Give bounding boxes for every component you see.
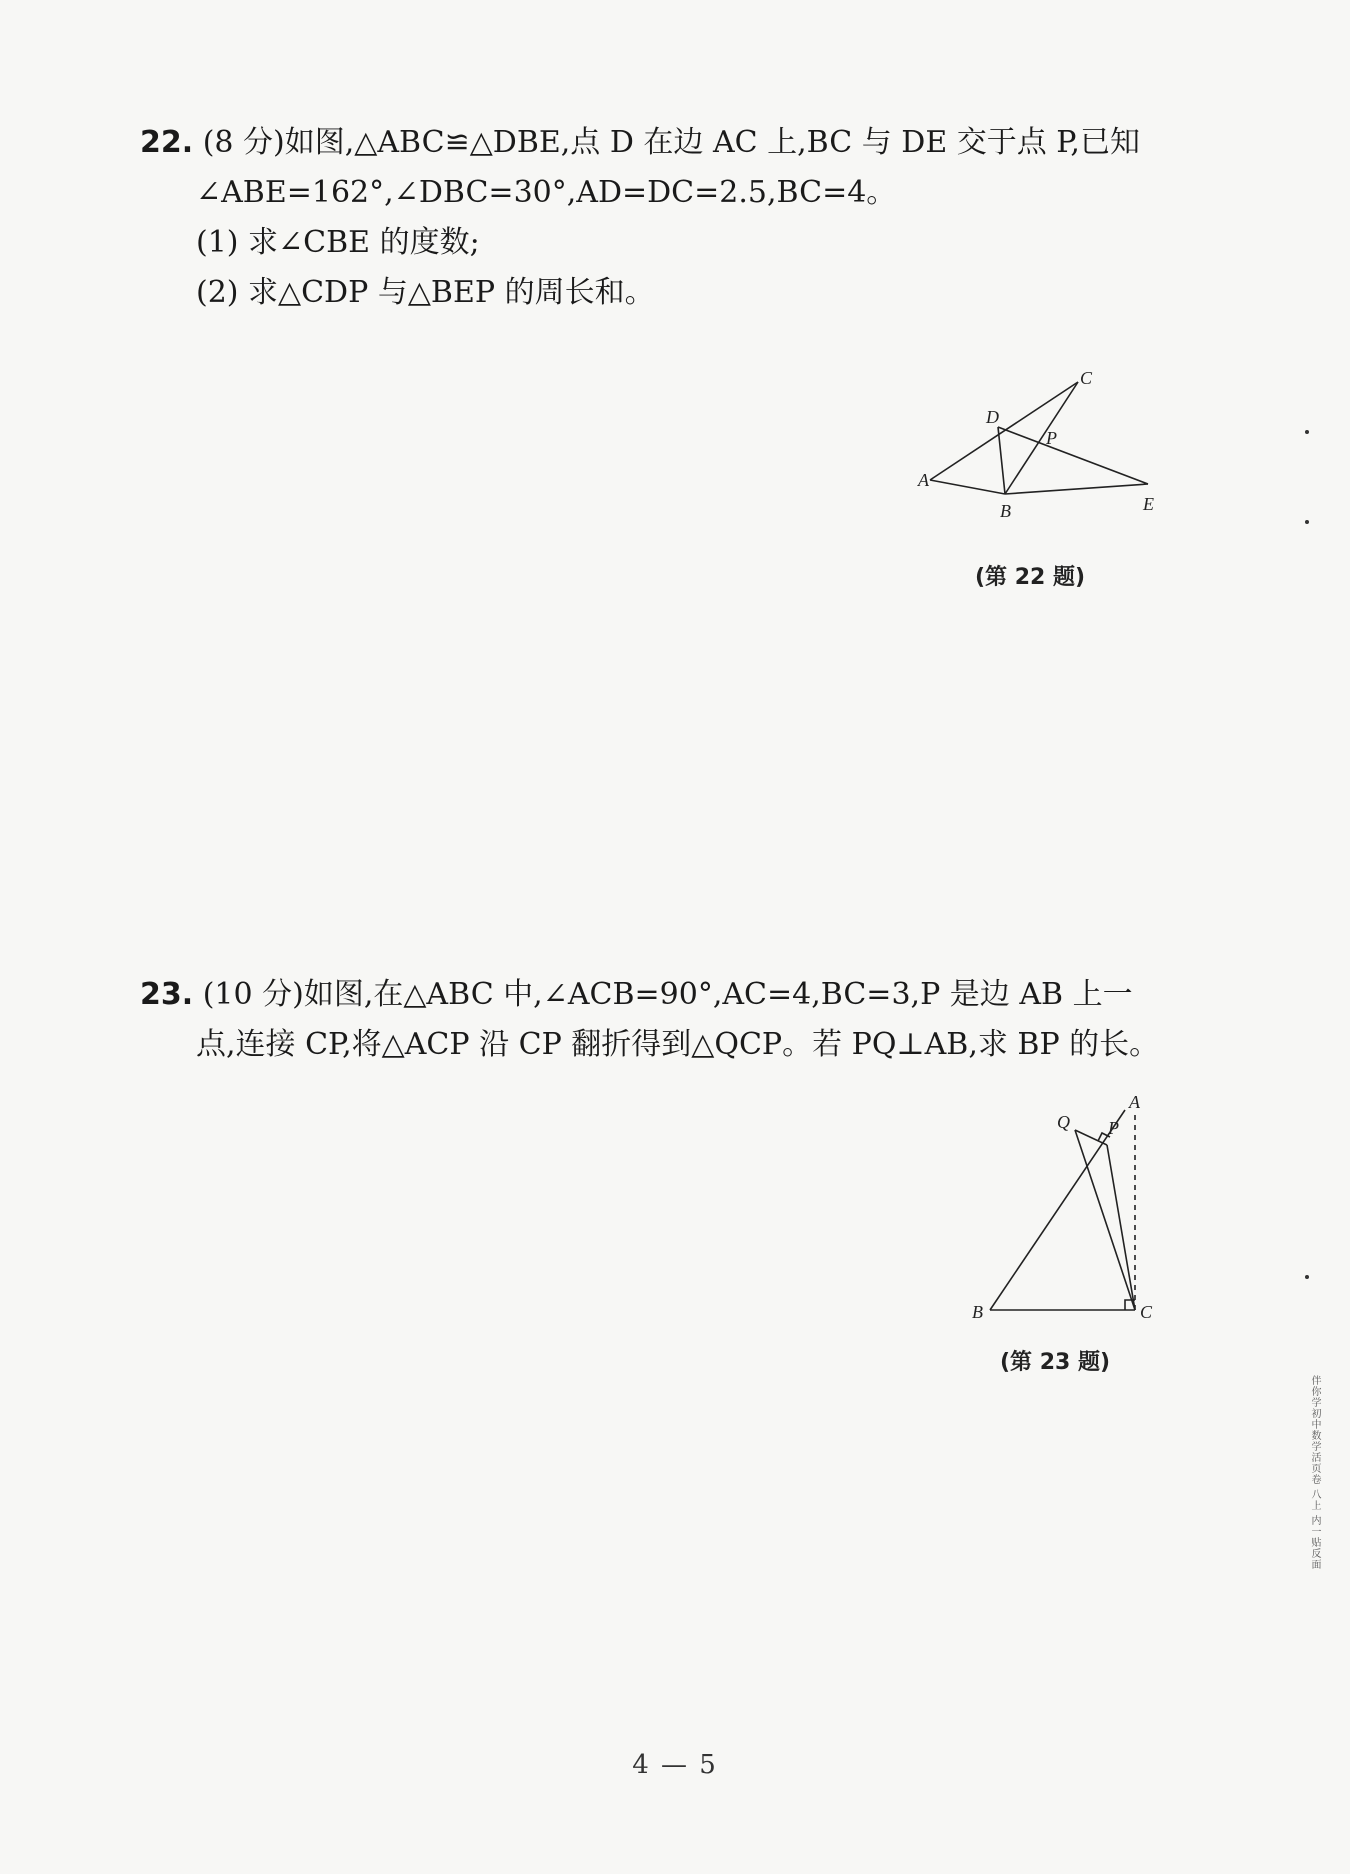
- segment-DB: [998, 427, 1005, 494]
- question-22-part-1: (1) 求∠CBE 的度数;: [196, 225, 480, 260]
- label-P: P: [1046, 428, 1057, 448]
- margin-mark: [1305, 430, 1309, 434]
- label-C: C: [1140, 1302, 1153, 1322]
- question-22-stem-2: ∠ABE=162°,∠DBC=30°,AD=DC=2.5,BC=4。: [196, 175, 897, 210]
- segment-CP: [1107, 1145, 1135, 1310]
- segment-CQ: [1075, 1130, 1135, 1310]
- segment-BC: [1005, 382, 1078, 494]
- question-22-part-2: (2) 求△CDP 与△BEP 的周长和。: [196, 275, 655, 310]
- margin-mark: [1305, 1275, 1309, 1279]
- figure-23: [960, 1090, 1170, 1330]
- segment-AB: [930, 480, 1005, 494]
- figure-22-caption: (第 22 题): [975, 565, 1086, 590]
- question-23-number: 23.: [140, 977, 194, 1012]
- question-22-line-1: [140, 118, 1190, 168]
- question-23: [140, 970, 1190, 1070]
- figure-23-caption: (第 23 题): [1000, 1350, 1111, 1375]
- question-22: [140, 118, 1190, 318]
- segment-BE: [1005, 484, 1148, 494]
- label-A: A: [918, 470, 929, 490]
- page-number: 4 — 5: [632, 1750, 718, 1780]
- label-Q: Q: [1057, 1112, 1070, 1132]
- label-B: B: [972, 1302, 983, 1322]
- label-B: B: [1000, 501, 1011, 521]
- question-22-stem-1: (8 分)如图,△ABC≌△DBE,点 D 在边 AC 上,BC 与 DE 交于点 P,已知: [202, 125, 1140, 160]
- segment-DE: [998, 427, 1148, 484]
- question-23-stem-2: 点,连接 CP,将△ACP 沿 CP 翻折得到△QCP。若 PQ⊥AB,求 BP 的长。: [196, 1027, 1160, 1062]
- label-A: A: [1129, 1092, 1140, 1112]
- figure-23-diagram: [960, 1090, 1170, 1330]
- figure-22: [900, 360, 1190, 540]
- label-E: E: [1143, 494, 1154, 514]
- question-23-line-1: [140, 970, 1190, 1020]
- margin-mark: [1305, 520, 1309, 524]
- label-P: P: [1108, 1118, 1119, 1138]
- side-binding-note: 伴你学初中数学活页卷 八上 内一贴反面: [1309, 1375, 1320, 1571]
- question-22-number: 22.: [140, 125, 194, 160]
- figure-22-diagram: [900, 360, 1190, 540]
- segment-AB: [990, 1110, 1125, 1310]
- question-23-stem-1: (10 分)如图,在△ABC 中,∠ACB=90°,AC=4,BC=3,P 是边 AB 上一: [202, 977, 1133, 1012]
- label-D: D: [986, 407, 999, 427]
- label-C: C: [1080, 368, 1093, 388]
